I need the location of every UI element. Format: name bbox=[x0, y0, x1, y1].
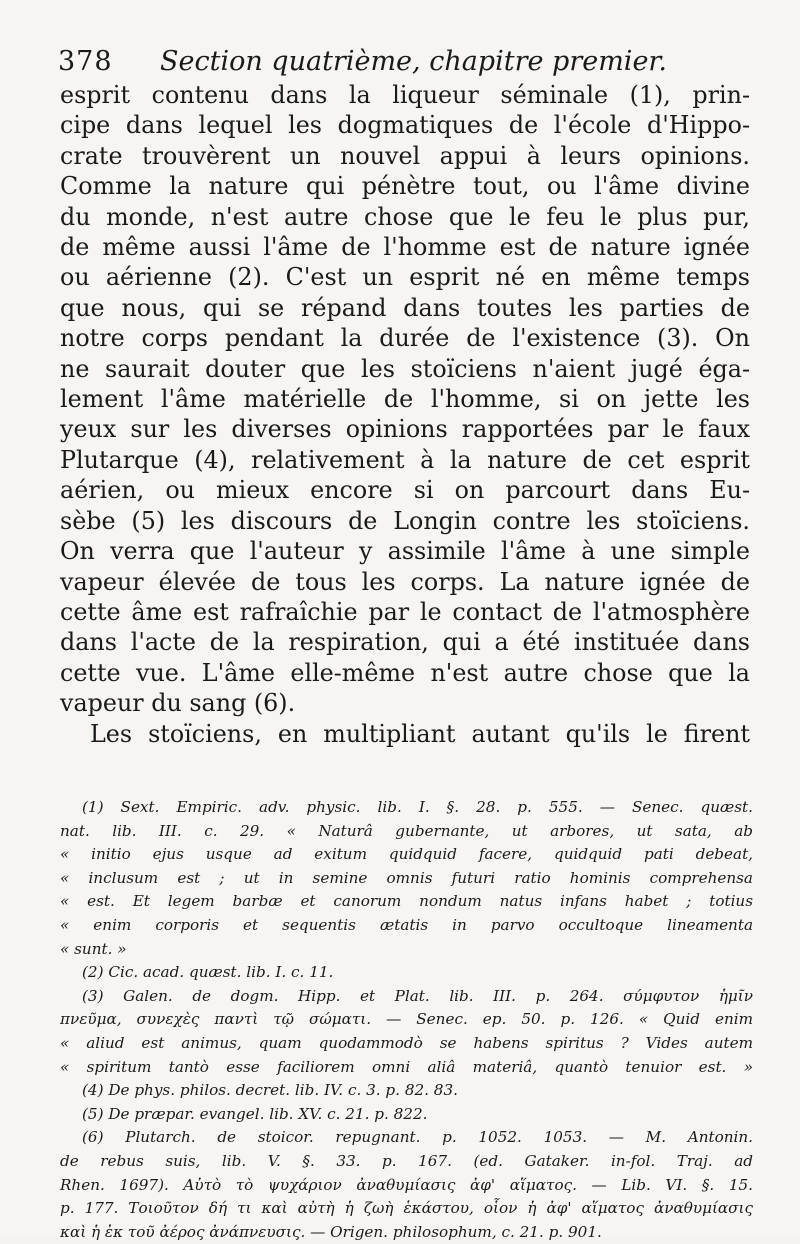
text-line: yeux sur les diverses opinions rapportées par le faux bbox=[60, 415, 750, 444]
main-text bbox=[60, 80, 750, 749]
text-line: lement l'âme matérielle de l'homme, si on jette les bbox=[60, 385, 750, 414]
footnote-line: « est. Et legem barbæ et canorum nondum natus infans habet ; totius bbox=[60, 892, 753, 911]
text-line: Les stoïciens, en multipliant autant qu'ils le firent bbox=[90, 719, 750, 748]
footnote-line: καὶ ἡ ἐκ τοῦ ἀέρος ἀνάπνευσις. — Origen. philosophum, c. 21. p. 901. bbox=[60, 1222, 602, 1241]
footnotes bbox=[60, 796, 753, 1244]
footnote-line: « enim corporis et sequentis ætatis in parvo occultoque lineamenta bbox=[60, 915, 753, 934]
text-line: sèbe (5) les discours de Longin contre les stoïciens. bbox=[60, 506, 750, 535]
footnote-line: « initio ejus usque ad exitum quidquid facere, quidquid pati debeat, bbox=[60, 845, 753, 864]
text-line: de même aussi l'âme de l'homme est de nature ignée bbox=[60, 233, 750, 262]
footnote-line: « spiritum tantò esse faciliorem omni aliâ materiâ, quantò tenuior est. » bbox=[60, 1057, 753, 1076]
footnote-line: (4) De phys. philos. decret. lib. IV. c. 3. p. 82. 83. bbox=[82, 1081, 458, 1100]
footnote-line: p. 177. Τοιοῦτον δή τι καὶ αὐτὴ ἡ ζωὴ ἑκάστου, οἷον ἡ ἀφ' αἵματος ἀναθυμίασις bbox=[60, 1199, 753, 1218]
footnote-line: nat. lib. III. c. 29. « Naturâ gubernante, ut arbores, ut sata, ab bbox=[60, 821, 753, 840]
page-header bbox=[58, 42, 758, 82]
page-number: 378 bbox=[58, 46, 113, 77]
text-line: notre corps pendant la durée de l'existence (3). On bbox=[60, 324, 750, 353]
footnote-line: πνεῦμα, συνεχὲς παντὶ τῷ σώματι. — Senec. ep. 50. p. 126. « Quid enim bbox=[60, 1010, 753, 1029]
text-line: cette vue. L'âme elle-même n'est autre chose que la bbox=[60, 658, 750, 687]
text-line: vapeur élevée de tous les corps. La nature ignée de bbox=[60, 567, 750, 596]
footnote-line: « sunt. » bbox=[60, 939, 127, 958]
text-line: ou aérienne (2). C'est un esprit né en même temps bbox=[60, 263, 750, 292]
text-line: du monde, n'est autre chose que le feu le plus pur, bbox=[60, 202, 750, 231]
text-line: esprit contenu dans la liqueur séminale (1), prin- bbox=[60, 81, 750, 109]
footnote-line: (3) Galen. de dogm. Hipp. et Plat. lib. III. p. 264. σύμφυτον ἡμῖν bbox=[82, 986, 753, 1005]
text-line: Comme la nature qui pénètre tout, ou l'âme divine bbox=[60, 172, 750, 201]
footnote-line: (5) De præpar. evangel. lib. XV. c. 21. p. 822. bbox=[82, 1104, 428, 1123]
text-line: que nous, qui se répand dans toutes les parties de bbox=[60, 293, 750, 322]
footnote-line: (6) Plutarch. de stoicor. repugnant. p. 1052. 1053. — M. Antonin. bbox=[82, 1128, 753, 1147]
text-line: Plutarque (4), relativement à la nature de cet esprit bbox=[60, 445, 750, 474]
text-line: cipe dans lequel les dogmatiques de l'école d'Hippo- bbox=[60, 111, 750, 140]
footnote-line: de rebus suis, lib. V. §. 33. p. 167. (ed. Gataker. in-fol. Traj. ad bbox=[60, 1151, 753, 1170]
footnote-line: (2) Cic. acad. quæst. lib. I. c. 11. bbox=[82, 963, 334, 982]
text-line: ne saurait douter que les stoïciens n'aient jugé éga- bbox=[60, 354, 750, 383]
text-line: dans l'acte de la respiration, qui a été instituée dans bbox=[60, 628, 750, 657]
footnote-line: « aliud est animus, quam quodammodò se habens spiritus ? Vides autem bbox=[60, 1033, 753, 1052]
footnote-line: « inclusum est ; ut in semine omnis futuri ratio hominis comprehensa bbox=[60, 868, 753, 887]
footnote-line: (1) Sext. Empiric. adv. physic. lib. I. §. 28. p. 555. — Senec. quæst. bbox=[82, 798, 753, 816]
running-title: Section quatrième, chapitre premier. bbox=[160, 46, 667, 77]
footnote-line: Rhen. 1697). Αὐτὸ τὸ ψυχάριον ἀναθυμίασις ἀφ' αἵματος. — Lib. VI. §. 15. bbox=[60, 1175, 753, 1194]
text-line: cette âme est rafraîchie par le contact de l'atmosphère bbox=[60, 597, 750, 626]
text-line: vapeur du sang (6). bbox=[60, 689, 296, 718]
text-line: crate trouvèrent un nouvel appui à leurs opinions. bbox=[60, 141, 750, 170]
text-line: aérien, ou mieux encore si on parcourt dans Eu- bbox=[60, 476, 750, 505]
text-line: On verra que l'auteur y assimile l'âme à une simple bbox=[60, 537, 750, 566]
